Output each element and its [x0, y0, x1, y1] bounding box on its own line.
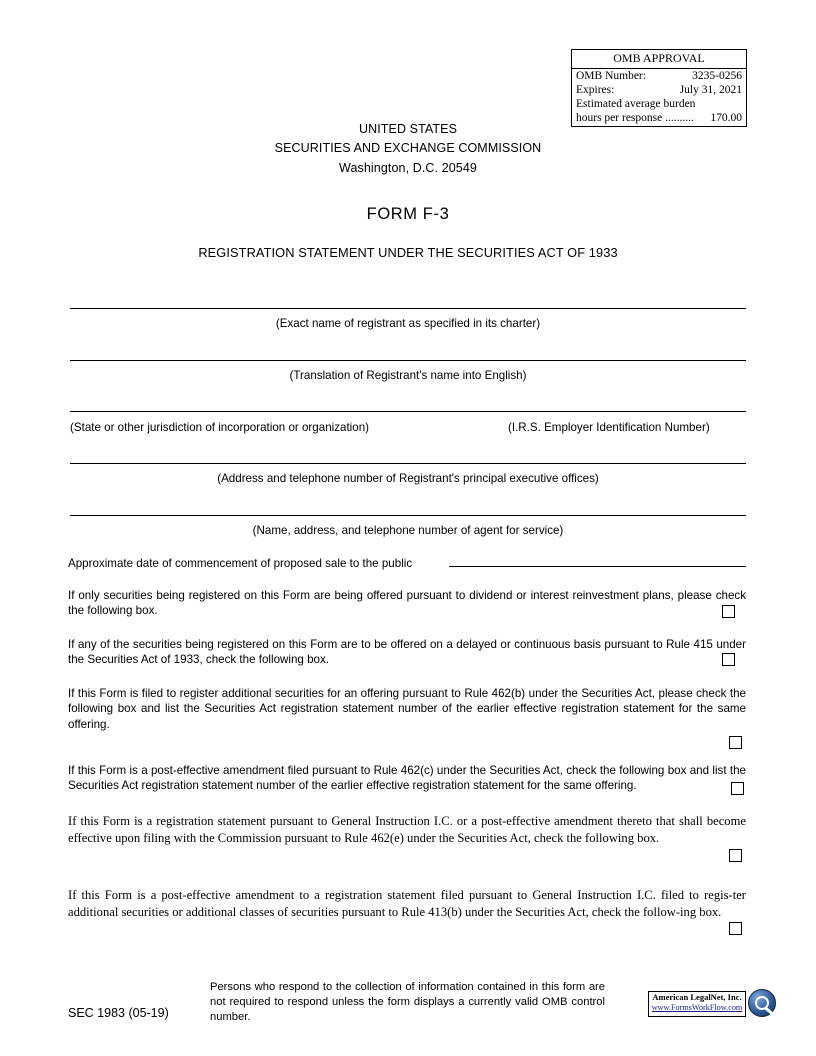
- checkbox-paragraph-dividend-reinvestment: If only securities being registered on this Form are being offered pursuant to dividend or interest reinvestment plans, please check the following box.: [68, 589, 746, 618]
- omb-number-row: [572, 69, 746, 83]
- checkbox-rule-462c[interactable]: [731, 782, 744, 795]
- omb-number-value: 3235-0256: [692, 70, 742, 82]
- field-rule-translation[interactable]: [70, 360, 746, 361]
- sec-form-number: SEC 1983 (05-19): [68, 1006, 169, 1020]
- form-subtitle: REGISTRATION STATEMENT UNDER THE SECURITIES ACT OF 1933: [198, 245, 618, 260]
- field-rule-agent[interactable]: [70, 515, 746, 516]
- omb-expires-row: [572, 83, 746, 97]
- legalnet-name: American LegalNet, Inc.: [652, 992, 742, 1002]
- checkbox-rule-413b[interactable]: [729, 922, 742, 935]
- field-caption-jurisdiction: (State or other jurisdiction of incorporation or organization): [70, 421, 370, 434]
- omb-number-label: OMB Number:: [576, 70, 646, 82]
- omb-burden-line1: Estimated average burden: [576, 97, 696, 110]
- agency-line-3: Washington, D.C. 20549: [339, 160, 477, 175]
- omb-expires-value: July 31, 2021: [679, 84, 742, 97]
- approximate-date-input[interactable]: [449, 566, 746, 567]
- checkbox-paragraph-rule-462c: If this Form is a post-effective amendment filed pursuant to Rule 462(c) under the Securities Act, check the following box and list the Securities Act registration statement number of the earlier effective registration statement for the same offering.: [68, 764, 746, 793]
- legalnet-logo-icon: [748, 989, 776, 1017]
- field-caption-agent: (Name, address, and telephone number of agent for service): [252, 524, 564, 537]
- omb-burden-value: 170.00: [710, 111, 742, 124]
- field-caption-registrant-name: (Exact name of registrant as specified in its charter): [275, 317, 541, 330]
- checkbox-paragraph-rule-415: If any of the securities being registered on this Form are to be offered on a delayed or continuous basis pursuant to Rule 415 under the Securities Act of 1933, check the following box.: [68, 638, 746, 667]
- omb-burden-label: hours per response ..........: [576, 111, 694, 124]
- checkbox-rule-415[interactable]: [722, 653, 735, 666]
- field-caption-translation: (Translation of Registrant's name into English): [289, 369, 527, 382]
- omb-approval-box: [571, 49, 747, 127]
- legalnet-stamp: [648, 991, 746, 1017]
- paperwork-reduction-note: Persons who respond to the collection of information contained in this form are not required to respond unless the form displays a currently valid OMB control number.: [210, 981, 605, 1023]
- field-caption-irs-number: (I.R.S. Employer Identification Number): [508, 421, 710, 434]
- field-rule-registrant-name[interactable]: [70, 308, 746, 309]
- legalnet-url[interactable]: www.FormsWorkFlow.com: [651, 1002, 743, 1012]
- field-rule-jurisdiction-irs[interactable]: [70, 411, 746, 412]
- field-caption-address: (Address and telephone number of Registrant's principal executive offices): [217, 472, 599, 485]
- approximate-date-label: Approximate date of commencement of proposed sale to the public: [68, 557, 413, 570]
- field-rule-address[interactable]: [70, 463, 746, 464]
- page-title: FORM F-3: [366, 205, 450, 223]
- checkbox-dividend-reinvestment[interactable]: [722, 605, 735, 618]
- checkbox-rule-462b[interactable]: [729, 736, 742, 749]
- omb-expires-label: Expires:: [576, 84, 615, 97]
- omb-title: OMB APPROVAL: [572, 50, 746, 69]
- agency-line-2: SECURITIES AND EXCHANGE COMMISSION: [274, 141, 542, 156]
- checkbox-general-instruction-ic[interactable]: [729, 849, 742, 862]
- checkbox-paragraph-rule-413b: If this Form is a post-effective amendment to a registration statement filed pursuant to General Instruction I.C. filed to regis-ter additional securities or additional classes of securities pursuant to Rule 413(b) under the Securities Act, check the follow-ing box.: [68, 888, 746, 919]
- agency-heading: [0, 120, 816, 178]
- agency-line-1: UNITED STATES: [358, 122, 458, 136]
- checkbox-paragraph-rule-462b: If this Form is filed to register additional securities for an offering pursuant to Rule 462(b) under the Securities Act, please check the following box and list the Securities Act registration statement number of the earlier effective registration statement for the same offering.: [68, 687, 746, 731]
- checkbox-paragraph-general-instruction-ic: If this Form is a registration statement pursuant to General Instruction I.C. or a post-effective amendment thereto that shall become effective upon filing with the Commission pursuant to Rule 462(e) under the Securities Act, check the following box.: [68, 814, 746, 845]
